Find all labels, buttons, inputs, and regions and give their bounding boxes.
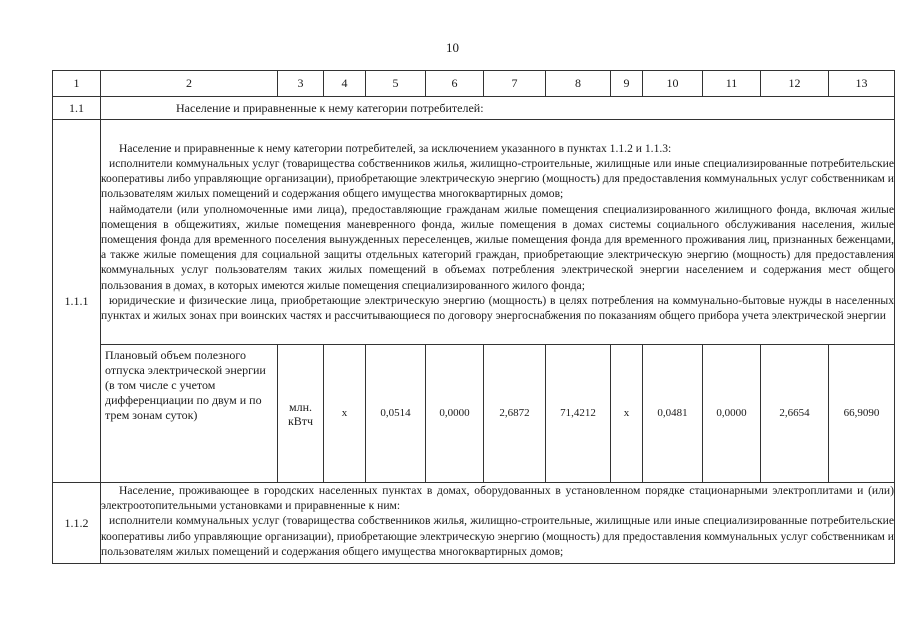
tariff-table: [52, 70, 895, 564]
column-header: 9: [611, 71, 643, 97]
description-paragraph: Население и приравненные к нему категории потребителей, за исключением указанного в пунктах 1.1.2 и 1.1.3:: [119, 141, 672, 155]
value-cell: х: [324, 345, 366, 483]
section-row-1-1-2-text: [53, 483, 895, 564]
section-row-1-1-1-text: [53, 120, 895, 345]
column-header: 11: [703, 71, 761, 97]
section-title: Население и приравненные к нему категории потребителей:: [101, 97, 895, 120]
description-paragraph: Население, проживающее в городских населенных пунктах в домах, оборудованных в установленном порядке стационарными электроплитами и (или) электроотопительными установками и приравненные к ним:: [101, 484, 894, 513]
column-header: 6: [426, 71, 484, 97]
description-paragraph: наймодатели (или уполномоченные ими лица), предоставляющие гражданам жилые помещения специализированного жилищного фонда, включая жилые помещения в общежитиях, жилые помещения маневренного фонда, жилые помещения в домах системы социального обслуживания населения, жилые помещения фонда для временного поселения вынужденных переселенцев, жилые помещения фонда для временного проживания лиц, признанных беженцами, а также жилые помещения для социальной защиты отдельных категорий граждан, приобретающие электрическую энергию (мощность) для предоставления коммунальных услуг пользователям таких жилых помещений в объемах потребления электрической энергии населением и содержания мест общего пользования в домах, в которых имеются жилые помещения специализированного жилого фонда;: [101, 202, 894, 292]
description-paragraph: исполнители коммунальных услуг (товарищества собственников жилья, жилищно-строительные, жилищные или иные специализированные потребительские кооперативы либо управляющие организации), приобретающие электрическую энергию (мощность) для предоставления коммунальных услуг собственникам и пользователям жилых помещений и содержания общего имущества многоквартирных домов;: [101, 156, 894, 201]
row-label: Плановый объем полезного отпуска электрической энергии (в том числе с учетом дифференциации по двум и по трем зонам суток): [101, 345, 278, 483]
column-header: 2: [101, 71, 278, 97]
column-header: 10: [643, 71, 703, 97]
value-cell: 66,9090: [829, 345, 895, 483]
value-cell: 71,4212: [546, 345, 611, 483]
section-description: [101, 120, 895, 345]
value-cell: 0,0000: [426, 345, 484, 483]
column-header: 8: [546, 71, 611, 97]
unit-cell: млн. кВтч: [278, 345, 324, 483]
tariff-table-wrapper: [52, 70, 894, 564]
description-paragraph: юридические и физические лица, приобретающие электрическую энергию (мощность) в целях потребления на коммунально-бытовые нужды в населенных пунктах и жилых зонах при воинских частях и рассчитывающиеся по договору энергоснабжения по показаниям общего прибора учета электрической энергии: [101, 293, 894, 323]
column-header: 1: [53, 71, 101, 97]
column-header-row: [53, 71, 895, 97]
section-description: [101, 483, 895, 564]
column-header: 12: [761, 71, 829, 97]
section-number: 1.1: [53, 97, 101, 120]
value-cell: 0,0481: [643, 345, 703, 483]
value-cell: х: [611, 345, 643, 483]
column-header: 4: [324, 71, 366, 97]
data-row: [53, 345, 895, 483]
value-cell: 2,6654: [761, 345, 829, 483]
column-header: 7: [484, 71, 546, 97]
description-paragraph: исполнители коммунальных услуг (товарищества собственников жилья, жилищно-строительные, жилищные или иные специализированные потребительские кооперативы либо управляющие организации), приобретающие электрическую энергию (мощность) для предоставления коммунальных услуг собственникам и пользователям жилых помещений и содержания общего имущества многоквартирных домов;: [101, 514, 894, 558]
section-number: 1.1.1: [53, 120, 101, 483]
column-header: 13: [829, 71, 895, 97]
column-header: 5: [366, 71, 426, 97]
column-header: 3: [278, 71, 324, 97]
section-row-1-1: [53, 97, 895, 120]
page-number: 10: [446, 40, 459, 55]
value-cell: 0,0514: [366, 345, 426, 483]
value-cell: 0,0000: [703, 345, 761, 483]
value-cell: 2,6872: [484, 345, 546, 483]
section-number: 1.1.2: [53, 483, 101, 564]
